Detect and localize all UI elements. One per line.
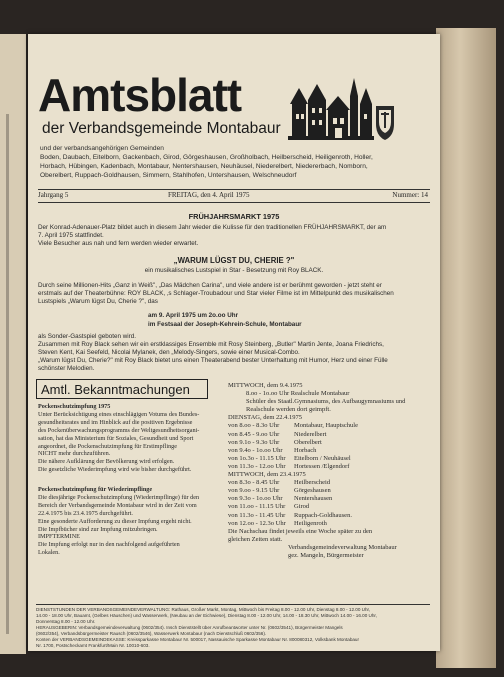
revaccination-notice: Pockenschutzimpfung für Wiederimpflinge Die diesjährige Pockenschutzimpfung (Wiederimpflinge) für den Bereich der Verbandsgemeinde Montabaur wird in der Zeit vom 22.4.1975 bis 23.4.1975 durchgeführt. Eine gesonderte Aufforderung zu dieser Impfung ergeht nicht. Die Impfbücher sind zur Impfung mitzubringen. IMPFTERMINE Die Impfung erfolgt nur in den nachfolgend aufgeführten Lokalen. [38, 486, 200, 557]
issue-date: FREITAG, den 4. April 1975 [168, 191, 250, 199]
schedule-row: von 9.3o - 1o.oo Uhr Nentershausen [228, 495, 333, 503]
office-hours-footer: DIENSTSTUNDEN DER VERBANDSGEMEINDEVERWALTUNG: Rathaus, Großer Markt, Montag, Mittwoch bis Freitag 8.00 - 12.00 Uhr, Dienstag 8.00 - 12.00 Uhr, 14.00 - 18.00 Uhr, Bauamt, (Gelbes Häuschen) und Wasserwerk, (Neubau an der Eichwiese), Dienstag 8.00 - 12.00 Uhr, 14.00 - 18.30 Uhr, Mittwoch 14.00 - 16.00 Uhr, Donnerstag 8.00 - 12.00 Uhr. HERAUSGEBERIN: Verbandsgemeindeverwaltung (0602/354). Insch Dienststellt über Anrufbeantworter unter Nr. (0602/3541), Bürgermeister Mangels (0602/354), Verbandsbürgermeister Rausch (0602/3546), Wasserwerk Montabaur (nach Dienstschluß 0602/356). Konten der VERBANDSGEMEINDEKASSE: Kreissparkasse Montabaur Nr. 500017, Nassauische Sparkasse Montabaur Nr. 800080312, Volksbank Montabaur Nr. 1700, Postscheckamt Frankfurt/Main Nr. 10010-603. [36, 604, 430, 649]
play-date: am 9. April 1975 um 2o.oo Uhr [148, 312, 239, 319]
signature-office: Verbandsgemeindeverwaltung Montabaur [288, 543, 397, 551]
market-headline: FRÜHJAHRSMARKT 1975 [188, 212, 280, 221]
vaccination-schedule: MITTWOCH, dem 9.4.1975 8.oo - 1o.oo Uhr Realschule Montabaur Schüler des Staatl.Gymnasiums, des Aufbaugymnasiums und Realschule werden dort geimpft. DIENSTAG, dem 22.4.1975 von 8.oo - 8.3o Uhr Montabaur, Hauptschule von 8.45 - 9.oo Uhr Niederelbert von 9.1o - 9.3o Uhr Oberelbert von 9.4o - 1o.oo Uhr Horbach von 1o.3o - 11.15 Uhr Eitelborn / Neuhäusel von 11.3o - 12.oo Uhr Hortessen /Elgendorf MITTWOCH, dem 23.4.1975 von 8.3o - 8.45 Uhr Heilberscheid von 9.oo - 9.15 Uhr Görgeshausen von 9.3o - 1o.oo Uhr Nentershausen von 11.oo - 11.15 Uhr Girod von 11.3o - 11.45 Uhr Ruppach-Goldhausen. von 12.oo - 12.3o Uhr Heiligenroth Die Nachschau findet jeweils eine Woche später zu den gleichen Zeiten statt. Verbandsgemeindeverwaltung Montabaur gez. Mangeln, Bürgermeister [228, 382, 430, 560]
schedule-row: von 9.4o - 1o.oo Uhr Horbach [228, 446, 317, 454]
schedule-row: von 8.oo - 8.3o Uhr Montabaur, Hauptschule [228, 422, 359, 430]
issue-number: Nummer: 14 [392, 191, 428, 199]
schedule-row: von 9.oo - 9.15 Uhr Görgeshausen [228, 487, 331, 495]
play-article-continued: als Sonder-Gastspiel geboten wird. Zusammen mit Roy Black sehen wir ein erstklassiges Ensemble mit Rosy Steinberg, „Butler" Martin Jente, Joana Friedrichs, Steven Kent, Kai Seefeld, Nicolai Mylanek, den „Melody-Singers, sowie einer Musical-Combo. „Warum lügst Du, Cherie?" mit Roy Black bietet uns einen Theaterabend bester Unterhaltung mit Humor, Herz und einer Fülle schönster Melodien. [38, 333, 388, 372]
town-skyline-crest-icon [288, 74, 398, 148]
official-notices-heading: Amtl. Bekanntmachungen [36, 379, 208, 399]
signature-mayor: gez. Mangeln, Bürgermeister [288, 551, 364, 559]
vaccination-notice: Pockenschutzimpfung 1975 Unter Berücksichtigung eines einschlägigen Votums des Bundes- gesundheitsrates und im Hinblick auf die positiven Ergebnisse des Pockenüberwachungsprogramms der Weltgesundheitsorgani- sation, hat das Ministerium für Soziales, Gesundheit und Sport angeordnet, die Pockenschutzimpfung für Erstimpflinge NICHT mehr durchzuführen. Die nähere Aufklärung der Bevölkerung wird erfolgen. Die gesetzliche Wiederimpfung wird wie bisher durchgeführt. [38, 403, 200, 474]
newspaper-page [28, 34, 440, 651]
schedule-row: von 8.3o - 8.45 Uhr Heilberscheid [228, 479, 331, 487]
play-place: im Festsaal der Joseph-Kehrein-Schule, Montabaur [148, 321, 302, 328]
member-municipalities: und der verbandsangehörigen Gemeinden Boden, Daubach, Eitelborn, Gackenbach, Girod, Görgeshausen, Großholbach, Heilberscheid, Heiligenroth, Holler, Horbach, Hübingen, Kadenbach, Montabaur, Nentershausen, Neuhäusel, Niederelbert, Niedererbach, Nomborn, Oberelbert, Ruppach-Goldhausen, Simmern, Stahlhofen, Untershausen, Welschneudorf [40, 145, 373, 179]
play-subheadline: ein musikalisches Lustspiel in Star - Besetzung mit Roy BLACK. [144, 267, 324, 274]
play-headline: „WARUM LÜGST DU, CHERIE ?" [173, 256, 295, 265]
schedule-row: von 11.3o - 11.45 Uhr Ruppach-Goldhausen. [228, 511, 352, 519]
schedule-row: von 9.1o - 9.3o Uhr Oberelbert [228, 438, 322, 446]
schedule-row: von 11.3o - 12.oo Uhr Hortessen /Elgendorf [228, 462, 350, 470]
issue-volume: Jahrgang 5 [38, 191, 69, 199]
schedule-row: von 1o.3o - 11.15 Uhr Eitelborn / Neuhäusel [228, 454, 351, 462]
schedule-row: von 12.oo - 12.3o Uhr Heiligenroth [228, 519, 327, 527]
schedule-row: von 8.45 - 9.oo Uhr Niederelbert [228, 430, 327, 438]
market-article: Der Konrad-Adenauer-Platz bildet auch in diesem Jahr wieder die Kulisse für den traditionellen FRÜHJAHRSMARKT, der am 7. April 1975 stattfindet. Viele Besucher aus nah und fern werden wieder erwartet. [38, 224, 387, 247]
schedule-row: von 11.oo - 11.15 Uhr Girod [228, 503, 310, 511]
issue-info-bar [38, 189, 430, 203]
masthead-title: Amtsblatt [38, 69, 242, 121]
masthead-subtitle: der Verbandsgemeinde Montabaur [42, 120, 281, 137]
binding-spine [436, 28, 496, 668]
left-page-edge [0, 34, 26, 654]
play-article: Durch seine Millionen-Hits „Ganz in Weiß", „Das Mädchen Carina", und viele andere ist er berühmt geworden - jetzt steht er erstmals auf der Theaterbühne: ROY BLACK, ‚s Schlager-Troubadour und Star vieler Filme ist im Mittelpunkt des musikalischen Lustspiels „Warum lügst Du, Cherie ?", das [38, 282, 394, 305]
